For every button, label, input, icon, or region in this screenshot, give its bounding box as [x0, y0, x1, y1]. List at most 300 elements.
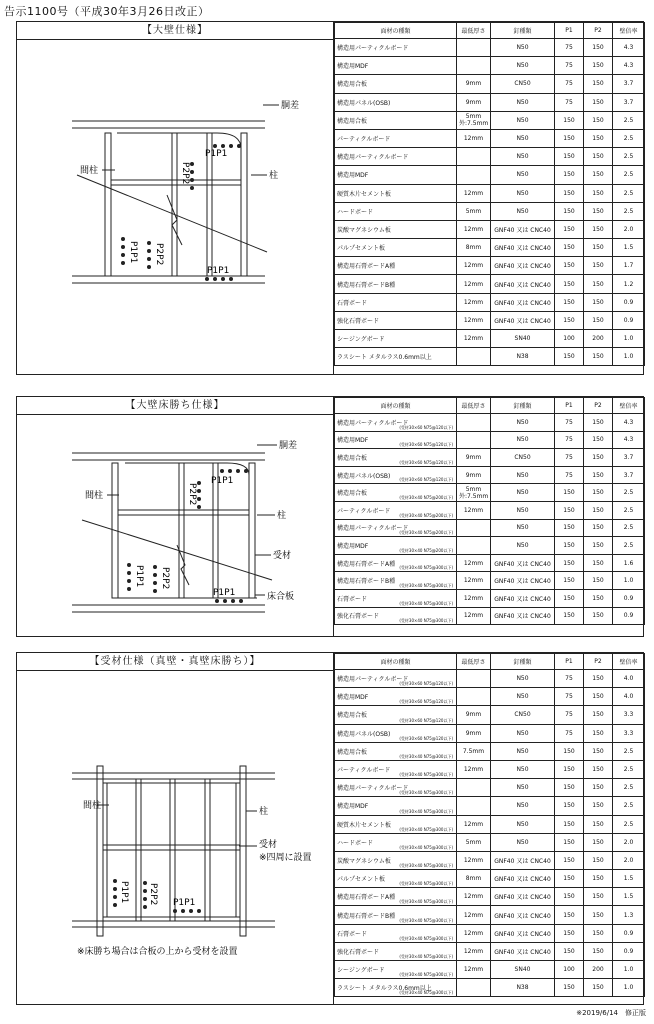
cell-nail: N38	[491, 348, 555, 366]
cell-p2: 200	[584, 330, 613, 348]
cell-thickness	[457, 688, 491, 706]
cell-rate: 2.5	[613, 537, 645, 555]
ukezai-spec: (受材30×40 N75@300以下)	[399, 844, 453, 850]
ukezai-spec: (受材30×40 N75@300以下)	[399, 990, 453, 996]
ukezai-spec: (受材30×40 N75@200以下)	[399, 494, 453, 500]
label-mabashira: 間柱	[80, 166, 99, 176]
label-shishu: ※四周に設置	[259, 853, 312, 863]
cell-p2: 150	[584, 57, 613, 75]
cell-thickness: 12mm	[457, 815, 491, 833]
material-name: パーティクルボード	[337, 136, 391, 144]
cell-material	[335, 129, 457, 147]
cell-thickness	[457, 670, 491, 688]
table-row	[335, 449, 645, 467]
cell-material	[335, 275, 457, 293]
cell-rate: 3.7	[613, 449, 645, 467]
label-p1p1-vertical: P1P1	[128, 241, 138, 264]
cell-p1: 75	[555, 466, 584, 484]
cell-nail: N38	[491, 979, 555, 997]
material-name: 強化石膏ボード	[337, 317, 380, 325]
material-name: 構造用MDF	[337, 542, 369, 550]
section-heading: 【受材仕様（真壁・真壁床勝ち）】	[17, 653, 333, 671]
cell-thickness	[457, 537, 491, 555]
header-p1: P1	[555, 654, 584, 670]
cell-nail: GNF40 又は CNC40	[491, 906, 555, 924]
cell-thickness: 12mm	[457, 293, 491, 311]
material-name: 構造用石膏ボードB種	[337, 281, 396, 289]
table-row	[335, 239, 645, 257]
note-yukagachi: ※床勝ち場合は合板の上から受材を設置	[77, 947, 238, 957]
table-row	[335, 220, 645, 238]
material-name: 構造用石膏ボードB種	[337, 912, 396, 920]
cell-rate: 1.5	[613, 870, 645, 888]
table-row	[335, 484, 645, 502]
cell-thickness: 5mm	[457, 202, 491, 220]
cell-p2: 150	[584, 348, 613, 366]
table-row	[335, 431, 645, 449]
table-row	[335, 906, 645, 924]
cell-material	[335, 670, 457, 688]
table-row	[335, 851, 645, 869]
cell-p1: 150	[555, 166, 584, 184]
cell-material	[335, 39, 457, 57]
material-name: 強化石膏ボード	[337, 948, 380, 956]
cell-p2: 150	[584, 888, 613, 906]
cell-p2: 150	[584, 293, 613, 311]
ukezai-spec: (受材30×60 N75@120以下)	[399, 477, 453, 483]
cell-nail: N50	[491, 815, 555, 833]
label-ukezai: 受材	[259, 840, 278, 850]
label-hashira: 柱	[277, 511, 287, 521]
cell-rate: 4.3	[613, 39, 645, 57]
cell-nail: GNF40 又は CNC40	[491, 942, 555, 960]
cell-p2: 150	[584, 833, 613, 851]
cell-material	[335, 414, 457, 432]
thickness-exterior: 外:7.5mm	[459, 120, 489, 128]
material-name: 構造用合板	[337, 454, 368, 462]
material-name: 構造用MDF	[337, 694, 369, 702]
table-row	[335, 166, 645, 184]
wall-diagram	[17, 415, 333, 637]
table-row	[335, 797, 645, 815]
table-row	[335, 537, 645, 555]
cell-nail: N50	[491, 166, 555, 184]
cell-rate: 3.7	[613, 75, 645, 93]
cell-p1: 150	[555, 202, 584, 220]
cell-material	[335, 688, 457, 706]
cell-thickness: 12mm	[457, 311, 491, 329]
cell-nail: N50	[491, 501, 555, 519]
label-p2p2-vertical: P2P2	[187, 483, 197, 506]
cell-rate: 2.5	[613, 202, 645, 220]
cell-nail: N50	[491, 537, 555, 555]
header-material: 面材の種類	[335, 23, 457, 39]
ukezai-spec: (受材30×40 N75@300以下)	[399, 808, 453, 814]
cell-p1: 150	[555, 129, 584, 147]
material-name: パーティクルボード	[337, 507, 391, 515]
cell-p2: 150	[584, 466, 613, 484]
cell-p1: 150	[555, 797, 584, 815]
cell-rate: 2.5	[613, 148, 645, 166]
cell-nail: N50	[491, 779, 555, 797]
section-okabe	[16, 21, 644, 375]
section-heading: 【大壁仕様】	[17, 22, 333, 40]
cell-p2: 150	[584, 924, 613, 942]
cell-rate: 4.3	[613, 57, 645, 75]
cell-thickness: 12mm	[457, 888, 491, 906]
material-name: 構造用パーティクルボード	[337, 785, 409, 793]
material-name: 石膏ボード	[337, 595, 368, 603]
cell-nail: CN50	[491, 706, 555, 724]
ukezai-spec: (受材30×40 N75@300以下)	[399, 790, 453, 796]
table-row	[335, 311, 645, 329]
label-mabashira: 間柱	[83, 801, 102, 811]
material-name: シージングボード	[337, 967, 385, 975]
cell-nail: GNF40 又は CNC40	[491, 572, 555, 590]
cell-rate: 2.5	[613, 501, 645, 519]
cell-material	[335, 833, 457, 851]
ukezai-spec: (受材30×40 N75@300以下)	[399, 772, 453, 778]
table-header-row	[335, 23, 645, 39]
table-row	[335, 202, 645, 220]
cell-thickness: 12mm	[457, 554, 491, 572]
material-name: パーティクルボード	[337, 767, 391, 775]
cell-rate: 1.0	[613, 961, 645, 979]
cell-p2: 150	[584, 537, 613, 555]
cell-material	[335, 431, 457, 449]
cell-nail: N50	[491, 184, 555, 202]
cell-thickness	[457, 797, 491, 815]
spec-table	[334, 22, 645, 366]
label-hashira: 柱	[269, 171, 279, 181]
material-name: 構造用パネル(OSB)	[337, 730, 391, 738]
cell-rate: 3.3	[613, 706, 645, 724]
cell-p1: 150	[555, 348, 584, 366]
cell-rate: 2.5	[613, 184, 645, 202]
table-row	[335, 39, 645, 57]
cell-material	[335, 257, 457, 275]
material-name: 構造用パネル(OSB)	[337, 472, 391, 480]
cell-thickness	[457, 111, 491, 129]
table-row	[335, 466, 645, 484]
cell-nail: N50	[491, 833, 555, 851]
material-name: ハードボード	[337, 839, 374, 847]
table-row	[335, 815, 645, 833]
label-p2p2-vertical: P2P2	[154, 243, 164, 266]
cell-p1: 150	[555, 779, 584, 797]
cell-p1: 150	[555, 760, 584, 778]
cell-p2: 150	[584, 688, 613, 706]
cell-thickness: 9mm	[457, 449, 491, 467]
material-name: 構造用石膏ボードA種	[337, 263, 396, 271]
ukezai-spec: (受材30×40 N75@300以下)	[399, 935, 453, 941]
cell-thickness: 12mm	[457, 607, 491, 625]
cell-material	[335, 589, 457, 607]
cell-p2: 150	[584, 942, 613, 960]
cell-material	[335, 779, 457, 797]
ukezai-spec: (受材30×40 N75@300以下)	[399, 753, 453, 759]
cell-nail: N50	[491, 202, 555, 220]
cell-p1: 100	[555, 961, 584, 979]
label-p1p1-bottom: P1P1	[173, 898, 196, 908]
cell-p1: 75	[555, 57, 584, 75]
label-p1p1-bottom: P1P1	[213, 588, 236, 598]
cell-p1: 150	[555, 257, 584, 275]
cell-rate: 4.3	[613, 431, 645, 449]
material-name: 強化石膏ボード	[337, 613, 380, 621]
material-name: 構造用合板	[337, 117, 368, 125]
cell-thickness: 7.5mm	[457, 742, 491, 760]
cell-thickness	[457, 348, 491, 366]
cell-nail: N50	[491, 760, 555, 778]
cell-material	[335, 111, 457, 129]
material-name: 構造用石膏ボードB種	[337, 578, 396, 586]
cell-thickness: 12mm	[457, 275, 491, 293]
cell-p2: 200	[584, 961, 613, 979]
cell-p1: 150	[555, 572, 584, 590]
material-name: ラスシート メタルラス0.6mm以上	[337, 354, 432, 362]
cell-thickness: 12mm	[457, 184, 491, 202]
label-p1p1-top: P1P1	[211, 476, 234, 486]
thickness-value: 5mm	[465, 113, 482, 121]
cell-p2: 150	[584, 519, 613, 537]
cell-rate: 2.5	[613, 797, 645, 815]
cell-material	[335, 57, 457, 75]
table-row	[335, 779, 645, 797]
cell-thickness: 12mm	[457, 220, 491, 238]
cell-p2: 150	[584, 742, 613, 760]
header-nail: 釘種類	[491, 398, 555, 414]
table-row	[335, 670, 645, 688]
cell-p2: 150	[584, 75, 613, 93]
cell-material	[335, 311, 457, 329]
section-heading: 【大壁床勝ち仕様】	[17, 397, 333, 415]
cell-p1: 150	[555, 184, 584, 202]
table-row	[335, 870, 645, 888]
cell-p1: 75	[555, 688, 584, 706]
cell-nail: GNF40 又は CNC40	[491, 257, 555, 275]
cell-rate: 2.0	[613, 833, 645, 851]
cell-material	[335, 202, 457, 220]
cell-p2: 150	[584, 501, 613, 519]
ukezai-spec: (受材30×60 N75@120以下)	[399, 424, 453, 430]
cell-thickness: 12mm	[457, 760, 491, 778]
cell-nail: GNF40 又は CNC40	[491, 589, 555, 607]
cell-p2: 150	[584, 979, 613, 997]
cell-p1: 150	[555, 554, 584, 572]
table-row	[335, 942, 645, 960]
table-row	[335, 979, 645, 997]
label-p1p1-top: P1P1	[205, 149, 228, 159]
cell-p1: 150	[555, 519, 584, 537]
table-row	[335, 833, 645, 851]
table-row	[335, 706, 645, 724]
ukezai-spec: (受材30×60 N75@120以下)	[399, 699, 453, 705]
label-hashira: 柱	[259, 807, 269, 817]
material-name: 構造用合板	[337, 81, 368, 89]
cell-material	[335, 184, 457, 202]
cell-thickness: 12mm	[457, 942, 491, 960]
cell-nail: GNF40 又は CNC40	[491, 220, 555, 238]
table-row	[335, 93, 645, 111]
header-p1: P1	[555, 23, 584, 39]
cell-thickness	[457, 484, 491, 502]
cell-p2: 150	[584, 129, 613, 147]
cell-nail: N50	[491, 688, 555, 706]
cell-p2: 150	[584, 311, 613, 329]
material-name: 構造用MDF	[337, 437, 369, 445]
label-ukezai: 受材	[273, 551, 292, 561]
cell-p1: 150	[555, 942, 584, 960]
cell-thickness: 12mm	[457, 501, 491, 519]
cell-rate: 4.0	[613, 670, 645, 688]
cell-thickness	[457, 57, 491, 75]
cell-material	[335, 870, 457, 888]
table-header-row	[335, 398, 645, 414]
cell-thickness: 9mm	[457, 93, 491, 111]
material-name: 構造用合板	[337, 490, 368, 498]
cell-p2: 150	[584, 449, 613, 467]
cell-nail: N50	[491, 742, 555, 760]
cell-nail: CN50	[491, 75, 555, 93]
cell-p2: 150	[584, 484, 613, 502]
cell-rate: 2.5	[613, 111, 645, 129]
cell-nail: GNF40 又は CNC40	[491, 293, 555, 311]
material-name: 構造用パーティクルボード	[337, 154, 409, 162]
ukezai-spec: (受材30×60 N75@120以下)	[399, 442, 453, 448]
cell-p2: 150	[584, 166, 613, 184]
cell-rate: 1.5	[613, 239, 645, 257]
cell-p1: 150	[555, 607, 584, 625]
cell-thickness	[457, 39, 491, 57]
wall-diagram	[17, 40, 333, 374]
cell-rate: 2.5	[613, 815, 645, 833]
thickness-value: 5mm	[465, 485, 482, 493]
material-name: パルプセメント板	[337, 876, 385, 884]
cell-material	[335, 554, 457, 572]
cell-rate: 1.0	[613, 330, 645, 348]
cell-p1: 150	[555, 239, 584, 257]
cell-p1: 150	[555, 220, 584, 238]
cell-p1: 150	[555, 501, 584, 519]
ukezai-spec: (受材30×40 N75@300以下)	[399, 954, 453, 959]
cell-p2: 150	[584, 724, 613, 742]
cell-p1: 75	[555, 93, 584, 111]
cell-material	[335, 961, 457, 979]
cell-nail: N50	[491, 484, 555, 502]
cell-p1: 150	[555, 815, 584, 833]
header-thickness: 最低厚さ	[457, 23, 491, 39]
header-p2: P2	[584, 23, 613, 39]
cell-nail: N50	[491, 129, 555, 147]
cell-p2: 150	[584, 202, 613, 220]
cell-nail: N50	[491, 431, 555, 449]
cell-p2: 150	[584, 815, 613, 833]
cell-p2: 150	[584, 572, 613, 590]
table-row	[335, 330, 645, 348]
cell-material	[335, 979, 457, 997]
cell-material	[335, 724, 457, 742]
spec-table	[334, 397, 645, 625]
cell-material	[335, 906, 457, 924]
cell-material	[335, 760, 457, 778]
cell-material	[335, 239, 457, 257]
cell-p1: 150	[555, 979, 584, 997]
cell-nail: N50	[491, 797, 555, 815]
ukezai-spec: (受材30×40 N75@300以下)	[399, 881, 453, 887]
cell-material	[335, 330, 457, 348]
cell-thickness	[457, 166, 491, 184]
material-name: 構造用合板	[337, 712, 368, 720]
cell-rate: 2.5	[613, 760, 645, 778]
cell-rate: 0.9	[613, 942, 645, 960]
label-dosashi: 胴差	[279, 441, 298, 451]
cell-thickness: 12mm	[457, 851, 491, 869]
cell-rate: 0.9	[613, 924, 645, 942]
cell-p1: 75	[555, 706, 584, 724]
cell-material	[335, 815, 457, 833]
cell-rate: 1.3	[613, 906, 645, 924]
cell-p2: 150	[584, 111, 613, 129]
table-row	[335, 75, 645, 93]
header-material: 面材の種類	[335, 654, 457, 670]
table-row	[335, 275, 645, 293]
cell-thickness: 12mm	[457, 906, 491, 924]
cell-material	[335, 220, 457, 238]
cell-p2: 150	[584, 275, 613, 293]
cell-rate: 1.5	[613, 888, 645, 906]
table-row	[335, 961, 645, 979]
cell-rate: 0.9	[613, 311, 645, 329]
material-name: 石膏ボード	[337, 299, 368, 307]
cell-p2: 150	[584, 239, 613, 257]
material-name: 構造用MDF	[337, 63, 369, 71]
cell-rate: 2.5	[613, 129, 645, 147]
cell-p2: 150	[584, 906, 613, 924]
material-name: 構造用パーティクルボード	[337, 419, 409, 427]
material-name: 構造用パーティクルボード	[337, 676, 409, 684]
cell-rate: 1.2	[613, 275, 645, 293]
ukezai-spec: (受材30×60 N75@120以下)	[399, 717, 453, 723]
ukezai-spec: (受材30×40 N75@300以下)	[399, 972, 453, 978]
cell-material	[335, 166, 457, 184]
cell-nail: GNF40 又は CNC40	[491, 607, 555, 625]
cell-rate: 4.0	[613, 688, 645, 706]
material-name: 構造用MDF	[337, 172, 369, 180]
cell-nail: N50	[491, 39, 555, 57]
cell-thickness	[457, 979, 491, 997]
table-row	[335, 111, 645, 129]
cell-nail: N50	[491, 57, 555, 75]
cell-material	[335, 572, 457, 590]
cell-p2: 150	[584, 607, 613, 625]
table-row	[335, 148, 645, 166]
material-name: ラスシート メタルラス0.6mm以上	[337, 985, 432, 993]
table-row	[335, 742, 645, 760]
cell-p1: 100	[555, 330, 584, 348]
cell-p1: 150	[555, 484, 584, 502]
material-name: 構造用石膏ボードA種	[337, 560, 396, 568]
cell-p2: 150	[584, 220, 613, 238]
cell-thickness: 12mm	[457, 589, 491, 607]
cell-rate: 2.0	[613, 851, 645, 869]
material-name: シージングボード	[337, 336, 385, 344]
header-rate: 壁倍率	[613, 23, 645, 39]
cell-material	[335, 742, 457, 760]
ukezai-spec: (受材30×40 N75@300以下)	[399, 899, 453, 905]
cell-nail: GNF40 又は CNC40	[491, 275, 555, 293]
cell-material	[335, 537, 457, 555]
